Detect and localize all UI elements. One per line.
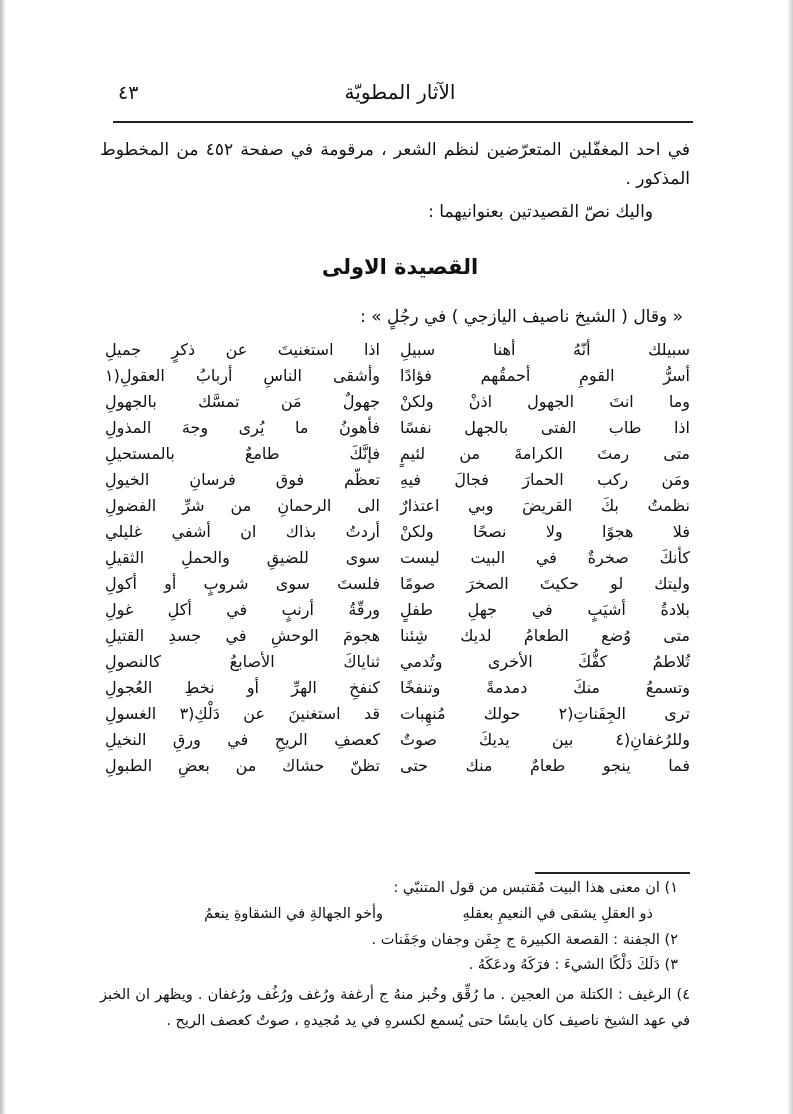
verse-first-hemistich: نظمتُ بكَ القريضَ وبي اعتذارٌ xyxy=(400,496,690,515)
verse-first-hemistich: وما انتَ الجهول اذنْ ولكنْ xyxy=(400,392,690,411)
verse-second-hemistich: ثناياكَ الأصابعُ كالنصولِ xyxy=(105,652,380,671)
poem-intro: « وقال ( الشيخ ناصيف اليازجي ) في رجُلٍ » : xyxy=(360,307,683,327)
verse-second-hemistich: اذا استغنيتَ عن ذكرٍ جميلِ xyxy=(105,340,380,359)
verse-first-hemistich: ومَن ركب الحمارَ فجالَ فيهِ xyxy=(400,470,690,489)
poem-title: القصيدة الاولى xyxy=(321,255,479,279)
verse-second-hemistich: جهولٌ مَن تمسَّك بالجهولِ xyxy=(105,392,380,411)
body-paragraph-2: واليك نصّ القصيدتين بعنوانيهما : xyxy=(428,202,653,222)
verse-line xyxy=(0,522,793,548)
verse-first-hemistich: فما ينجو طعامٌ منك حتى xyxy=(400,756,690,775)
verse-line xyxy=(0,652,793,678)
verse-second-hemistich: فأهونُ ما يُرى وجهَ المذولِ xyxy=(105,418,380,437)
footnote-1-verse-second: وأخو الجهالةِ في الشقاوةِ ينعمُ xyxy=(204,906,383,922)
verse-second-hemistich: وأشقى الناسِ أربابُ العقولِ(١ xyxy=(105,366,380,385)
verse-first-hemistich: وتسمعُ منكَ دمدمةً وتنفخًا xyxy=(400,678,690,697)
verse-line xyxy=(0,678,793,704)
footnote-rule xyxy=(535,872,690,874)
verse-second-hemistich: أردتُ بذاك ان أشفي غليلي xyxy=(105,522,380,541)
footnote-4: ٤) الرغيف : الكتلة من العجين . ما رُقِّق وخُبز منهُ ج أرغفة ورُغف ورُغُف ورُغفان . ويظهر ان الخبز في عهد الشيخ ناصيف كان يابسًا حتى يُسمع لكسرهِ في يد مُجيدهِ ، صوتٌ كعصف الريح . xyxy=(100,987,690,1029)
verse-line xyxy=(0,548,793,574)
body-paragraph-1-end: المذكور . xyxy=(625,169,690,189)
verse-first-hemistich: كأنكَ صخرةٌ في البيت ليست xyxy=(400,548,690,567)
verse-first-hemistich: أسرُّ القومِ أحمقُهم فؤادًا xyxy=(400,366,690,385)
verse-first-hemistich: تُلاطمُ كفُّكَ الأخرى وتُدمي xyxy=(400,652,690,671)
verse-second-hemistich: فإنَّكَ طامعٌ بالمستحيلِ xyxy=(105,444,380,463)
verse-first-hemistich: وليتك لو حكيتَ الصخرَ صومًا xyxy=(400,574,690,593)
running-title: الآثار المطويّة xyxy=(344,80,456,104)
verse-first-hemistich: فلا هجوًا ولا نصحًا ولكنْ xyxy=(400,522,690,541)
verse-second-hemistich: سوى للضيقِ والحملِ الثقيلِ xyxy=(105,548,380,567)
verse-line xyxy=(0,704,793,730)
verse-first-hemistich: اذا طاب الفتى بالجهل نفسًا xyxy=(400,418,690,437)
verse-line xyxy=(0,756,793,782)
page-number: ٤٣ xyxy=(118,82,139,104)
verse-line xyxy=(0,626,793,652)
footnote-1: ١) ان معنى هذا البيت مُقتبس من قول المتنبّي : xyxy=(393,880,678,896)
verse-first-hemistich: ترى الجِفَناتِ(٢ حولك مُنهِبات xyxy=(400,704,691,723)
verse-line xyxy=(0,470,793,496)
verse-second-hemistich: هجومَ الوحشِ في جسدِ القتيلِ xyxy=(105,626,380,645)
verse-first-hemistich: متى وُضع الطعامُ لديك شِئنا xyxy=(400,626,690,645)
footnote-1-verse-first: ذو العقلِ يشقى في النعيمِ بعقلهِ xyxy=(462,906,653,922)
verse-second-hemistich: تعظّم فوق فرسانِ الخيولِ xyxy=(105,470,380,489)
verse-second-hemistich: الى الرحمانِ من شرِّ الفضولِ xyxy=(105,496,380,515)
verse-line xyxy=(0,496,793,522)
verse-second-hemistich: قد استغنينَ عن دَلْكِ(٣ الغسولِ xyxy=(105,704,380,723)
verse-first-hemistich: متى رمتَ الكرامةَ من لئيمٍ xyxy=(400,444,690,463)
verse-second-hemistich: فلستَ سوى شروبٍ أو أكولِ xyxy=(105,574,380,593)
verse-second-hemistich: كعصفِ الريحِ في ورقِ النخيلِ xyxy=(105,730,380,749)
verse-line xyxy=(0,600,793,626)
verse-line xyxy=(0,366,793,392)
verse-line xyxy=(0,444,793,470)
verse-line xyxy=(0,730,793,756)
verse-first-hemistich: بلادةُ أشيَبٍ في جهلِ طفلٍ xyxy=(400,600,690,619)
footnote-3: ٣) دَلَكَ دَلْكًا الشيءَ : فرَكَهُ ودعَكَهُ . xyxy=(468,957,678,973)
verse-second-hemistich: ورقّةُ أرنبٍ في أكلِ غولِ xyxy=(105,600,380,619)
verse-line xyxy=(0,418,793,444)
verse-first-hemistich: سبيلك أنّهُ أهنا سبيلِ xyxy=(400,340,690,359)
verse-line xyxy=(0,392,793,418)
footnote-2: ٢) الجفنة : القصعة الكبيرة ج جِفَن وجفان وجَفَنات . xyxy=(371,932,678,948)
verse-line xyxy=(0,574,793,600)
body-paragraph-1: في احد المغفّلين المتعرّضين لنظم الشعر ، مرقومة في صفحة ٤٥٢ من المخطوط xyxy=(100,140,691,160)
verse-line xyxy=(0,340,793,366)
verse-first-hemistich: وللرُغفانِ(٤ بين يديكَ صوتٌ xyxy=(400,730,690,749)
verse-second-hemistich: تظنّ حشاك من بعضِ الطبولِ xyxy=(105,756,380,775)
header-rule xyxy=(113,121,693,123)
verse-second-hemistich: كنفخِ الهرِّ أو نخطِ العُجولِ xyxy=(105,678,380,697)
